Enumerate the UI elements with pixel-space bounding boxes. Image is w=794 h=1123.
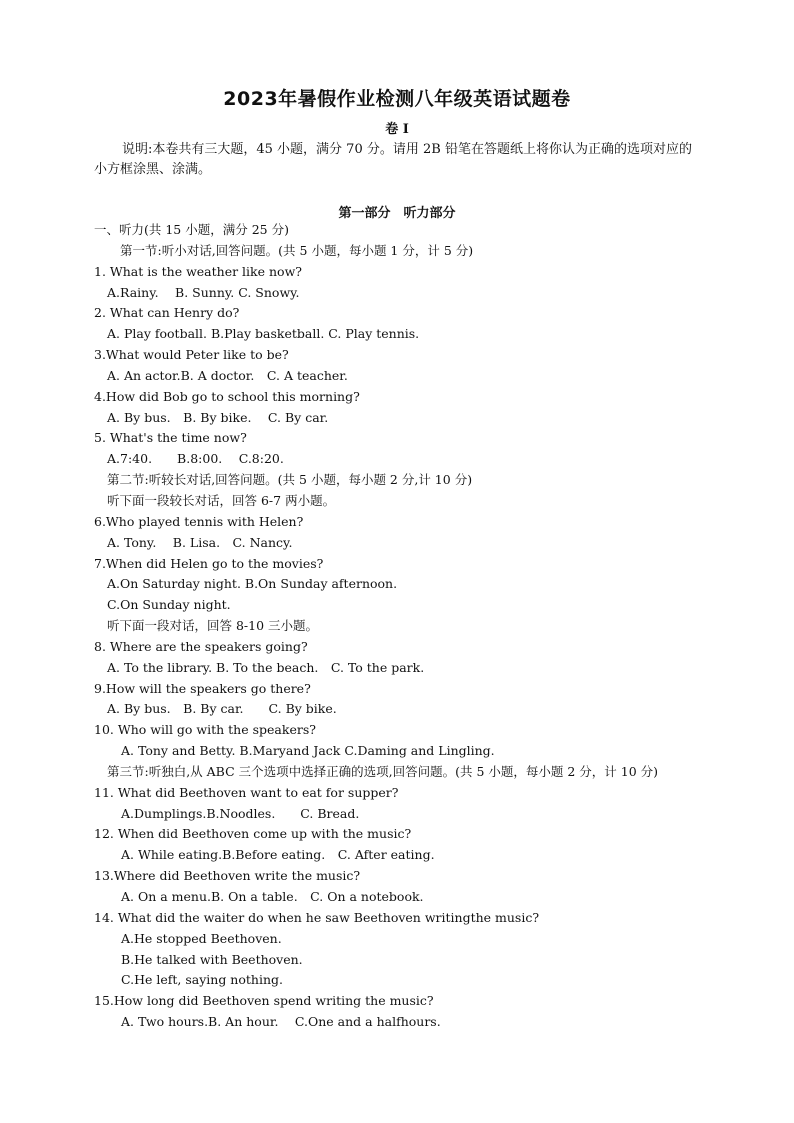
text-line: A. By bus. B. By car. C. By bike. — [107, 701, 337, 717]
text-line: 3.What would Peter like to be? — [94, 347, 289, 363]
page-title: 2023年暑假作业检测八年级英语试题卷 — [223, 88, 571, 110]
text-line: 14. What did the waiter do when he saw Beethoven writingthe music? — [94, 909, 540, 925]
text-line: 第一节:听小对话,回答问题。(共 5 小题，每小题 1 分，计 5 分) — [120, 242, 474, 258]
question-body — [94, 220, 714, 1033]
text-line: 8. Where are the speakers going? — [94, 638, 308, 654]
text-line: C.He left, saying nothing. — [121, 972, 283, 988]
text-line: A. While eating.B.Before eating. C. After eating. — [121, 847, 435, 863]
text-line: 9.How will the speakers go there? — [94, 680, 311, 696]
text-line: A. To the library. B. To the beach. C. To the park. — [107, 659, 425, 675]
text-line: 12. When did Beethoven come up with the music? — [94, 826, 412, 842]
text-line: 第二节:听较长对话,回答问题。(共 5 小题，每小题 2 分,计 10 分) — [107, 472, 473, 488]
text-line: 1. What is the weather like now? — [94, 263, 302, 279]
text-line: 一、听力(共 15 小题，满分 25 分) — [94, 222, 289, 237]
text-line: A. By bus. B. By bike. C. By car. — [107, 409, 329, 425]
text-line: C.On Sunday night. — [107, 597, 231, 613]
text-line: B.He talked with Beethoven. — [121, 951, 303, 967]
instructions: 说明:本卷共有三大题，45 小题，满分 70 分。请用 2B 铅笔在答题纸上将你认为正确的选项对应的小方框涂黑、涂满。 — [94, 142, 692, 177]
text-line: A. Play football. B.Play basketball. C. Play tennis. — [107, 326, 420, 342]
text-line: 4.How did Bob go to school this morning? — [94, 388, 360, 404]
text-line: 第三节:听独白,从 ABC 三个选项中选择正确的选项,回答问题。(共 5 小题，每小题 2 分，计 10 分) — [107, 763, 659, 779]
text-line: 13.Where did Beethoven write the music? — [94, 868, 361, 884]
text-line: 11. What did Beethoven want to eat for supper? — [94, 784, 399, 800]
text-line: A. An actor.B. A doctor. C. A teacher. — [107, 367, 348, 383]
text-line: A.He stopped Beethoven. — [121, 930, 282, 946]
text-line: 听下面一段对话，回答 8-10 三小题。 — [107, 618, 319, 634]
text-line: A.Dumplings.B.Noodles. C. Bread. — [121, 805, 360, 821]
text-line: 7.When did Helen go to the movies? — [94, 555, 324, 571]
part-title: 第一部分 听力部分 — [338, 206, 456, 221]
text-line: 15.How long did Beethoven spend writing the music? — [94, 993, 434, 1009]
text-line: A. Two hours.B. An hour. C.One and a halfhours. — [121, 1014, 441, 1030]
text-line: 5. What's the time now? — [94, 430, 247, 446]
text-line: 2. What can Henry do? — [94, 305, 240, 321]
volume-label: 卷 I — [385, 122, 409, 137]
text-line: A.Rainy. B. Sunny. C. Snowy. — [107, 284, 300, 300]
text-line: 10. Who will go with the speakers? — [94, 722, 316, 738]
text-line: 听下面一段较长对话，回答 6-7 两小题。 — [107, 492, 336, 508]
text-line: A.7:40. B.8:00. C.8:20. — [107, 451, 284, 467]
text-line: A. On a menu.B. On a table. C. On a notebook. — [121, 889, 424, 904]
text-line: A. Tony. B. Lisa. C. Nancy. — [107, 534, 293, 550]
text-line: 6.Who played tennis with Helen? — [94, 513, 304, 529]
text-line: A. Tony and Betty. B.Maryand Jack C.Daming and Lingling. — [121, 743, 495, 759]
text-line: A.On Saturday night. B.On Sunday afternoon. — [107, 576, 398, 592]
